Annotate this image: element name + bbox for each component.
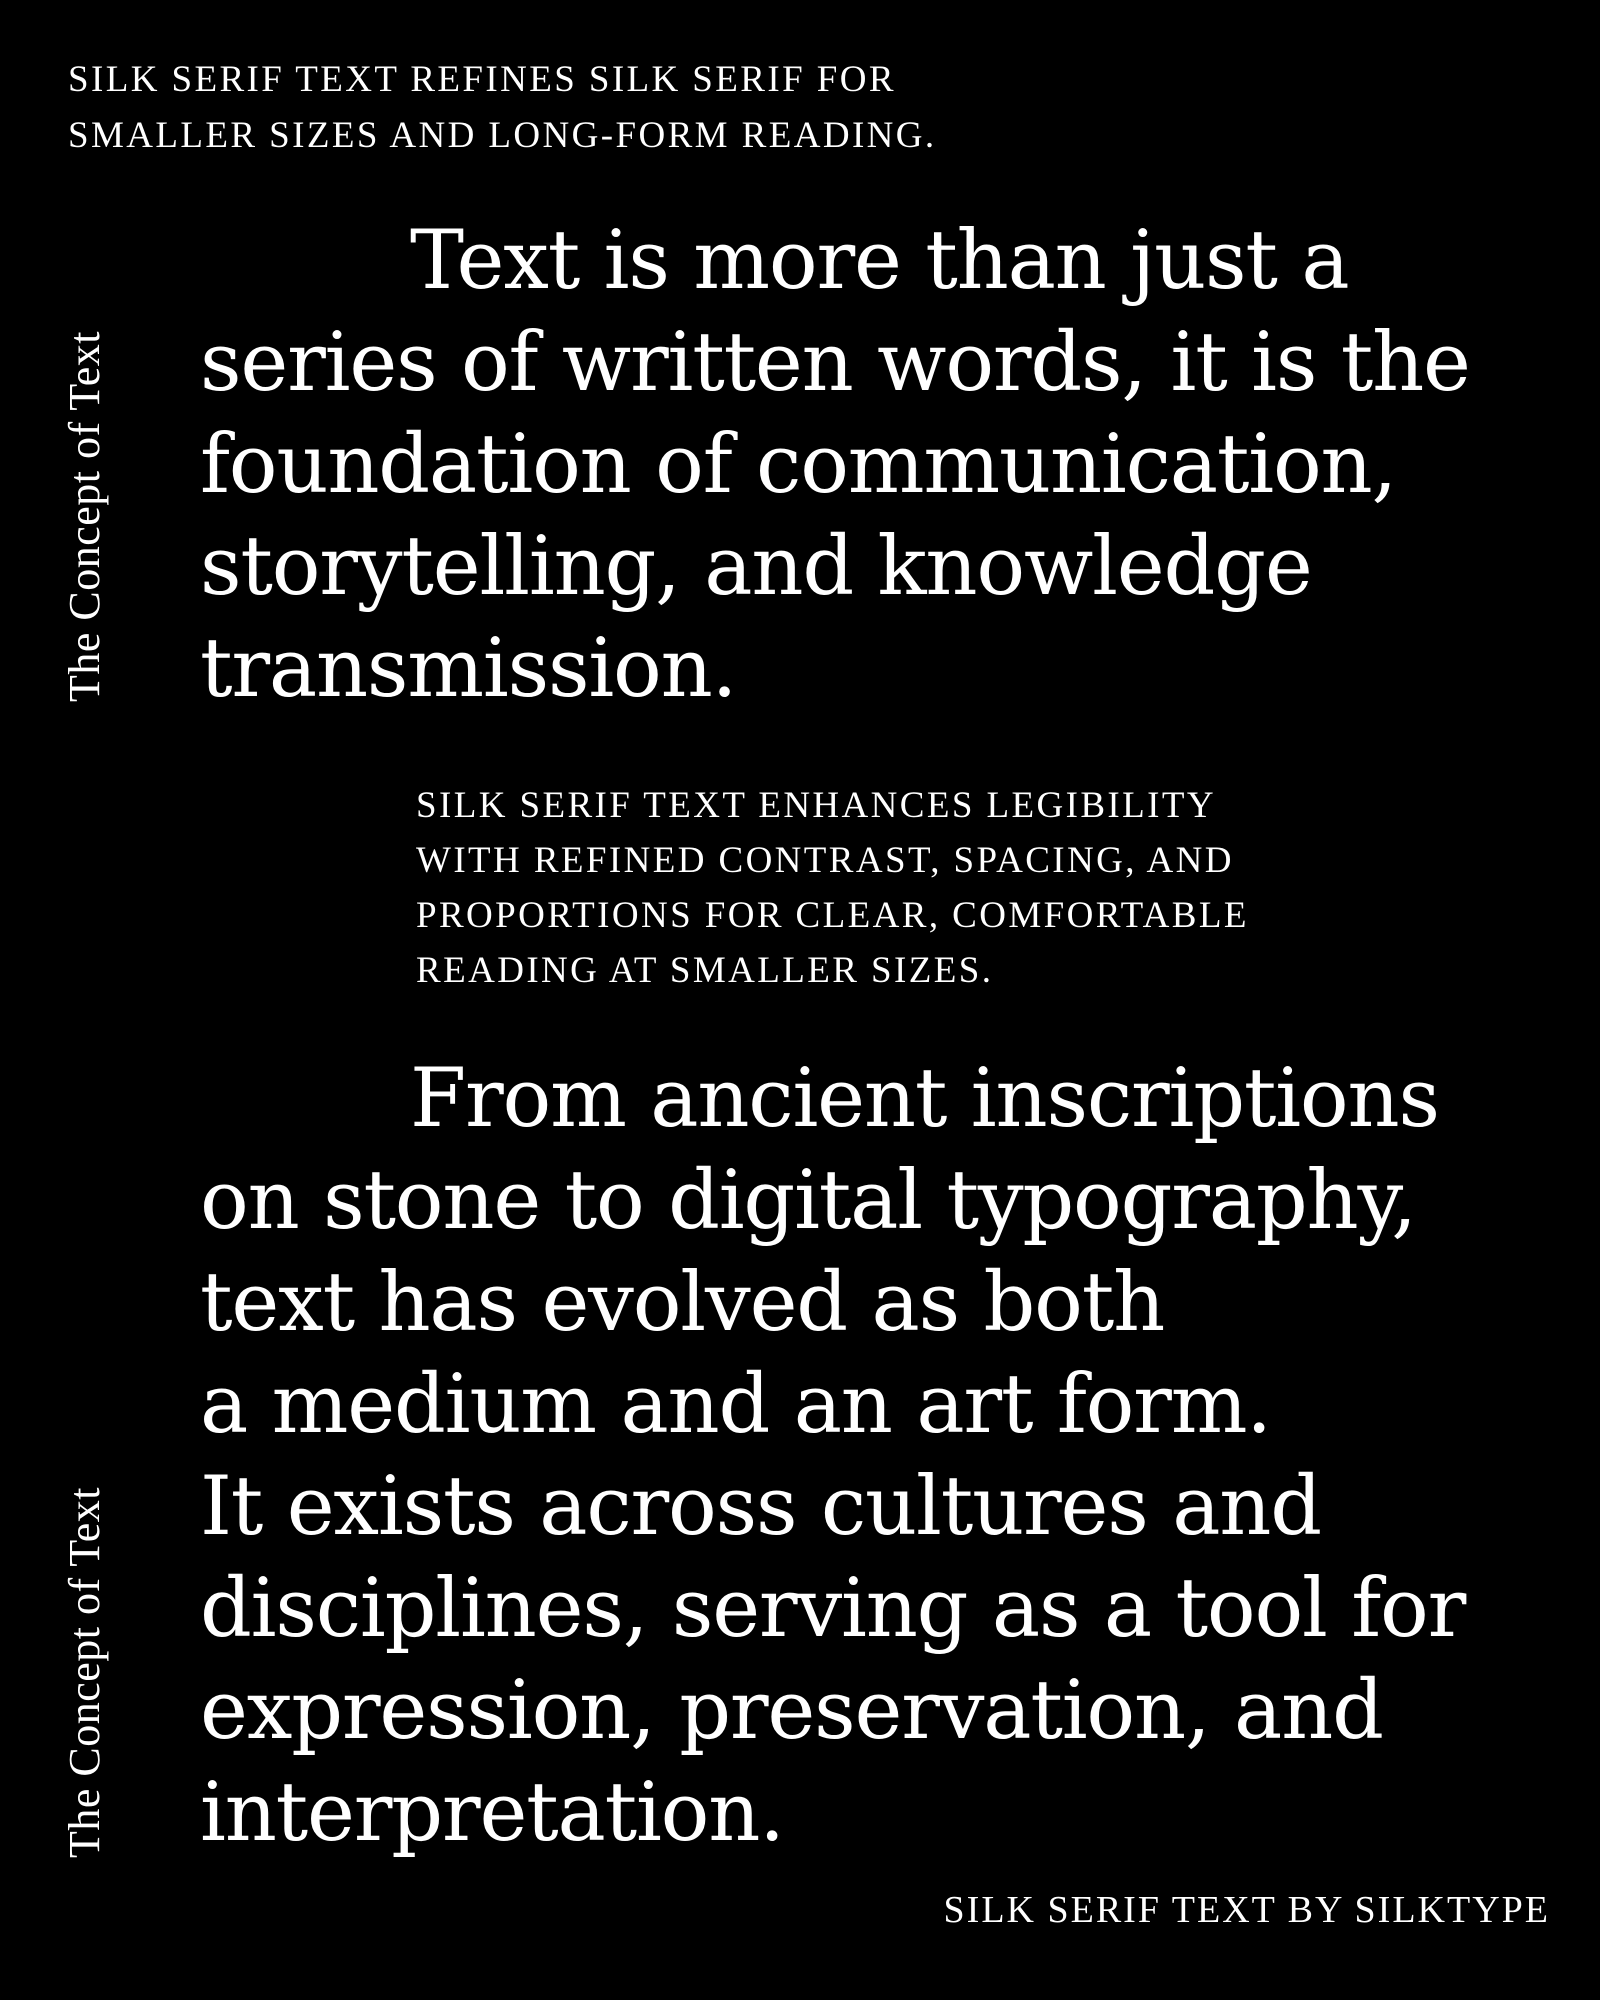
legibility-note-line: SILK SERIF TEXT ENHANCES LEGIBILITY [416, 785, 1216, 826]
paragraph-line: From ancient inscriptions [410, 1052, 1439, 1146]
paragraph-history-of-text [200, 1048, 1580, 1864]
legibility-note-line: WITH REFINED CONTRAST, SPACING, AND [416, 840, 1234, 881]
paragraph-line: Text is more than just a [410, 214, 1349, 308]
intro-caption [68, 52, 1168, 164]
paragraph-line: interpretation. [200, 1766, 784, 1860]
paragraph-line: disciplines, serving as a tool for [200, 1562, 1466, 1656]
side-label-bottom: The Concept of Text [60, 1487, 109, 1858]
paragraph-concept-of-text [200, 210, 1580, 720]
intro-caption-line: SILK SERIF TEXT REFINES SILK SERIF FOR [68, 59, 896, 100]
legibility-note-line: PROPORTIONS FOR CLEAR, COMFORTABLE [416, 895, 1249, 936]
side-label-top: The Concept of Text [60, 331, 109, 702]
paragraph-line: a medium and an art form. [200, 1358, 1271, 1452]
legibility-note [416, 778, 1416, 998]
paragraph-line: storytelling, and knowledge [200, 520, 1312, 614]
paragraph-line: series of written words, it is the [200, 316, 1470, 410]
paragraph-line: expression, preservation, and [200, 1664, 1383, 1758]
paragraph-line: It exists across cultures and [200, 1460, 1321, 1554]
paragraph-line: on stone to digital typography, [200, 1154, 1416, 1248]
legibility-note-line: READING AT SMALLER SIZES. [416, 950, 994, 991]
intro-caption-line: SMALLER SIZES AND LONG-FORM READING. [68, 115, 937, 156]
footer-credit: SILK SERIF TEXT BY SILKTYPE [943, 1889, 1550, 1931]
paragraph-line: transmission. [200, 622, 737, 716]
paragraph-line: text has evolved as both [200, 1256, 1165, 1350]
paragraph-line: foundation of communication, [200, 418, 1397, 512]
